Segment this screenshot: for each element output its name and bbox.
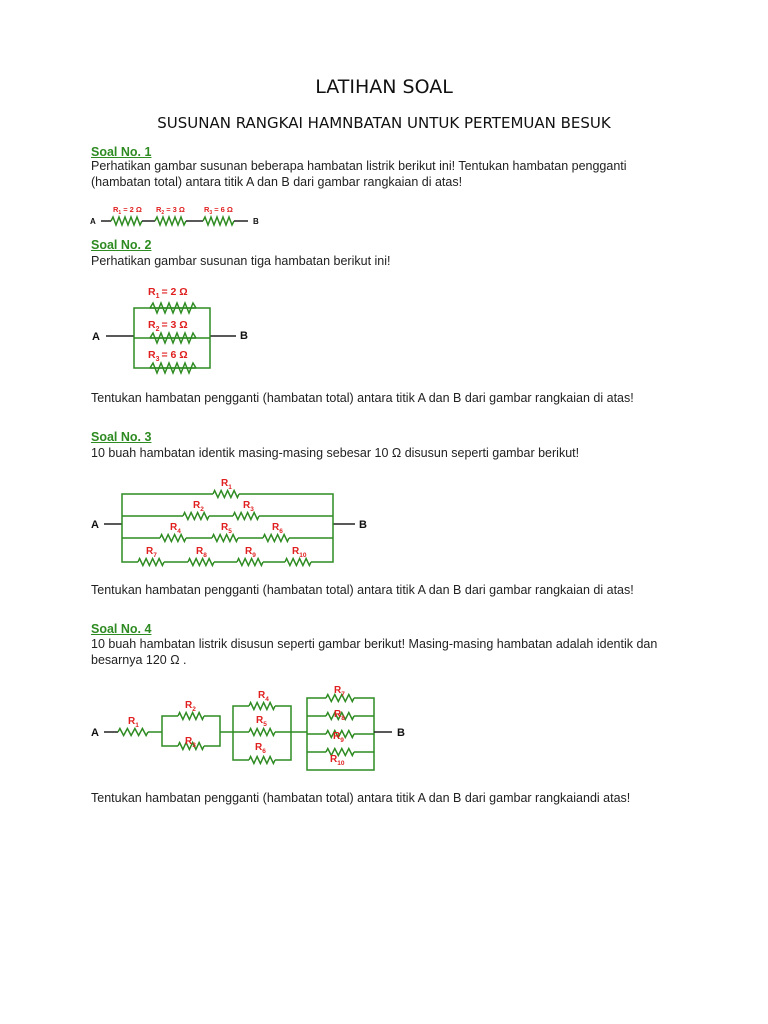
- circuit-2-r1-label: $R_1 = 2$ Ω: [148, 286, 188, 300]
- resistor-r10-label: $R_{10}$: [330, 754, 345, 767]
- resistor-r8: [188, 559, 214, 566]
- resistor-r3-label: $R_3$: [243, 500, 254, 513]
- resistor-r9-label: $R_9$: [333, 731, 344, 744]
- circuit-2-point-b: B: [240, 330, 248, 342]
- resistor-r4: [160, 535, 186, 542]
- resistor-r4-label: $R_4$: [258, 690, 269, 703]
- circuit-4-point-a: A: [91, 727, 99, 739]
- soal-3-heading: Soal No. 3: [91, 430, 152, 444]
- soal-4-text: 10 buah hambatan listrik disusun seperti gambar berikut! Masing-masing hambatan adalah identik dan besarnya 120 Ω .: [91, 637, 658, 667]
- circuit-1-r2-label: $R_2 = 3$ Ω: [156, 205, 185, 216]
- resistor-r1-label: $R_1$: [221, 478, 232, 491]
- circuit-3-point-b: B: [359, 519, 367, 531]
- resistor-r5: [212, 535, 238, 542]
- soal-1-text: Perhatikan gambar susunan beberapa hambatan listrik berikut ini! Tentukan hambatan pengganti (hambatan total) antara titik A dan B dari gambar rangkaian di atas!: [91, 159, 627, 189]
- soal-2-question: Tentukan hambatan pengganti (hambatan total) antara titik A dan B dari gambar rangkaian di atas!: [91, 391, 634, 405]
- resistor-r8-label: $R_8$: [196, 546, 207, 559]
- circuit-4-mixed: [0, 680, 768, 780]
- circuit-4-point-b: B: [397, 727, 405, 739]
- soal-3-question: Tentukan hambatan pengganti (hambatan total) antara titik A dan B dari gambar rangkaian di atas!: [91, 583, 634, 597]
- resistor-r10-label: $R_{10}$: [292, 546, 307, 559]
- circuit-1-point-b: B: [253, 217, 259, 226]
- circuit-1-series: [0, 198, 768, 234]
- resistor-r8-label: $R_8$: [334, 709, 345, 722]
- resistor-r6-label: $R_6$: [272, 522, 283, 535]
- circuit-1-r3-label: $R_3 = 6$ Ω: [204, 205, 233, 216]
- resistor-r1: [118, 729, 148, 736]
- soal-4-question: Tentukan hambatan pengganti (hambatan total) antara titik A dan B dari gambar rangkaiandi atas!: [91, 791, 631, 805]
- resistor-r4-label: $R_4$: [170, 522, 181, 535]
- resistor-r2: [183, 513, 209, 520]
- resistor-r10: [285, 559, 311, 566]
- resistor-r6-label: $R_6$: [255, 742, 266, 755]
- soal-2-heading: Soal No. 2: [91, 238, 152, 252]
- resistor-r7-label: $R_7$: [334, 685, 345, 698]
- resistor-r6: [263, 535, 289, 542]
- resistor-r2: [178, 713, 204, 720]
- resistor-r9: [237, 559, 263, 566]
- soal-4-heading: Soal No. 4: [91, 622, 152, 636]
- resistor-r3: [233, 513, 259, 520]
- resistor-r9-label: $R_9$: [245, 546, 256, 559]
- circuit-2-point-a: A: [92, 331, 100, 343]
- soal-1-heading: Soal No. 1: [91, 145, 152, 159]
- resistor-r2-label: $R_2$: [185, 700, 196, 713]
- soal-3-text: 10 buah hambatan identik masing-masing sebesar 10 Ω disusun seperti gambar berikut!: [91, 446, 580, 460]
- resistor-r1: [213, 491, 239, 498]
- resistor-r5: [249, 729, 275, 736]
- circuit-1-point-a: A: [90, 217, 96, 226]
- resistor-r2-label: $R_2$: [193, 500, 204, 513]
- resistor-r3-label: $R_3$: [185, 736, 196, 749]
- resistor-r6: [249, 757, 275, 764]
- resistor-r1-label: $R_1$: [128, 716, 139, 729]
- resistor-r7-label: $R_7$: [146, 546, 157, 559]
- resistor-r5-label: $R_5$: [256, 715, 267, 728]
- resistor-r4: [249, 703, 275, 710]
- resistor-r5-label: $R_5$: [221, 522, 232, 535]
- circuit-2-parallel: [0, 280, 768, 380]
- page-subtitle: SUSUNAN RANGKAI HAMNBATAN UNTUK PERTEMUAN BESUK: [157, 114, 611, 132]
- circuit-2-r2-label: $R_2 = 3$ Ω: [148, 319, 188, 333]
- page-title: LATIHAN SOAL: [315, 76, 453, 98]
- soal-2-text: Perhatikan gambar susunan tiga hambatan berikut ini!: [91, 254, 391, 268]
- resistor-r7: [138, 559, 164, 566]
- circuit-3-point-a: A: [91, 519, 99, 531]
- circuit-1-wires: [101, 217, 248, 225]
- circuit-2-r3-label: $R_3 = 6$ Ω: [148, 349, 188, 363]
- circuit-3-ladder: [0, 472, 768, 572]
- circuit-1-r1-label: $R_1 = 2$ Ω: [113, 205, 142, 216]
